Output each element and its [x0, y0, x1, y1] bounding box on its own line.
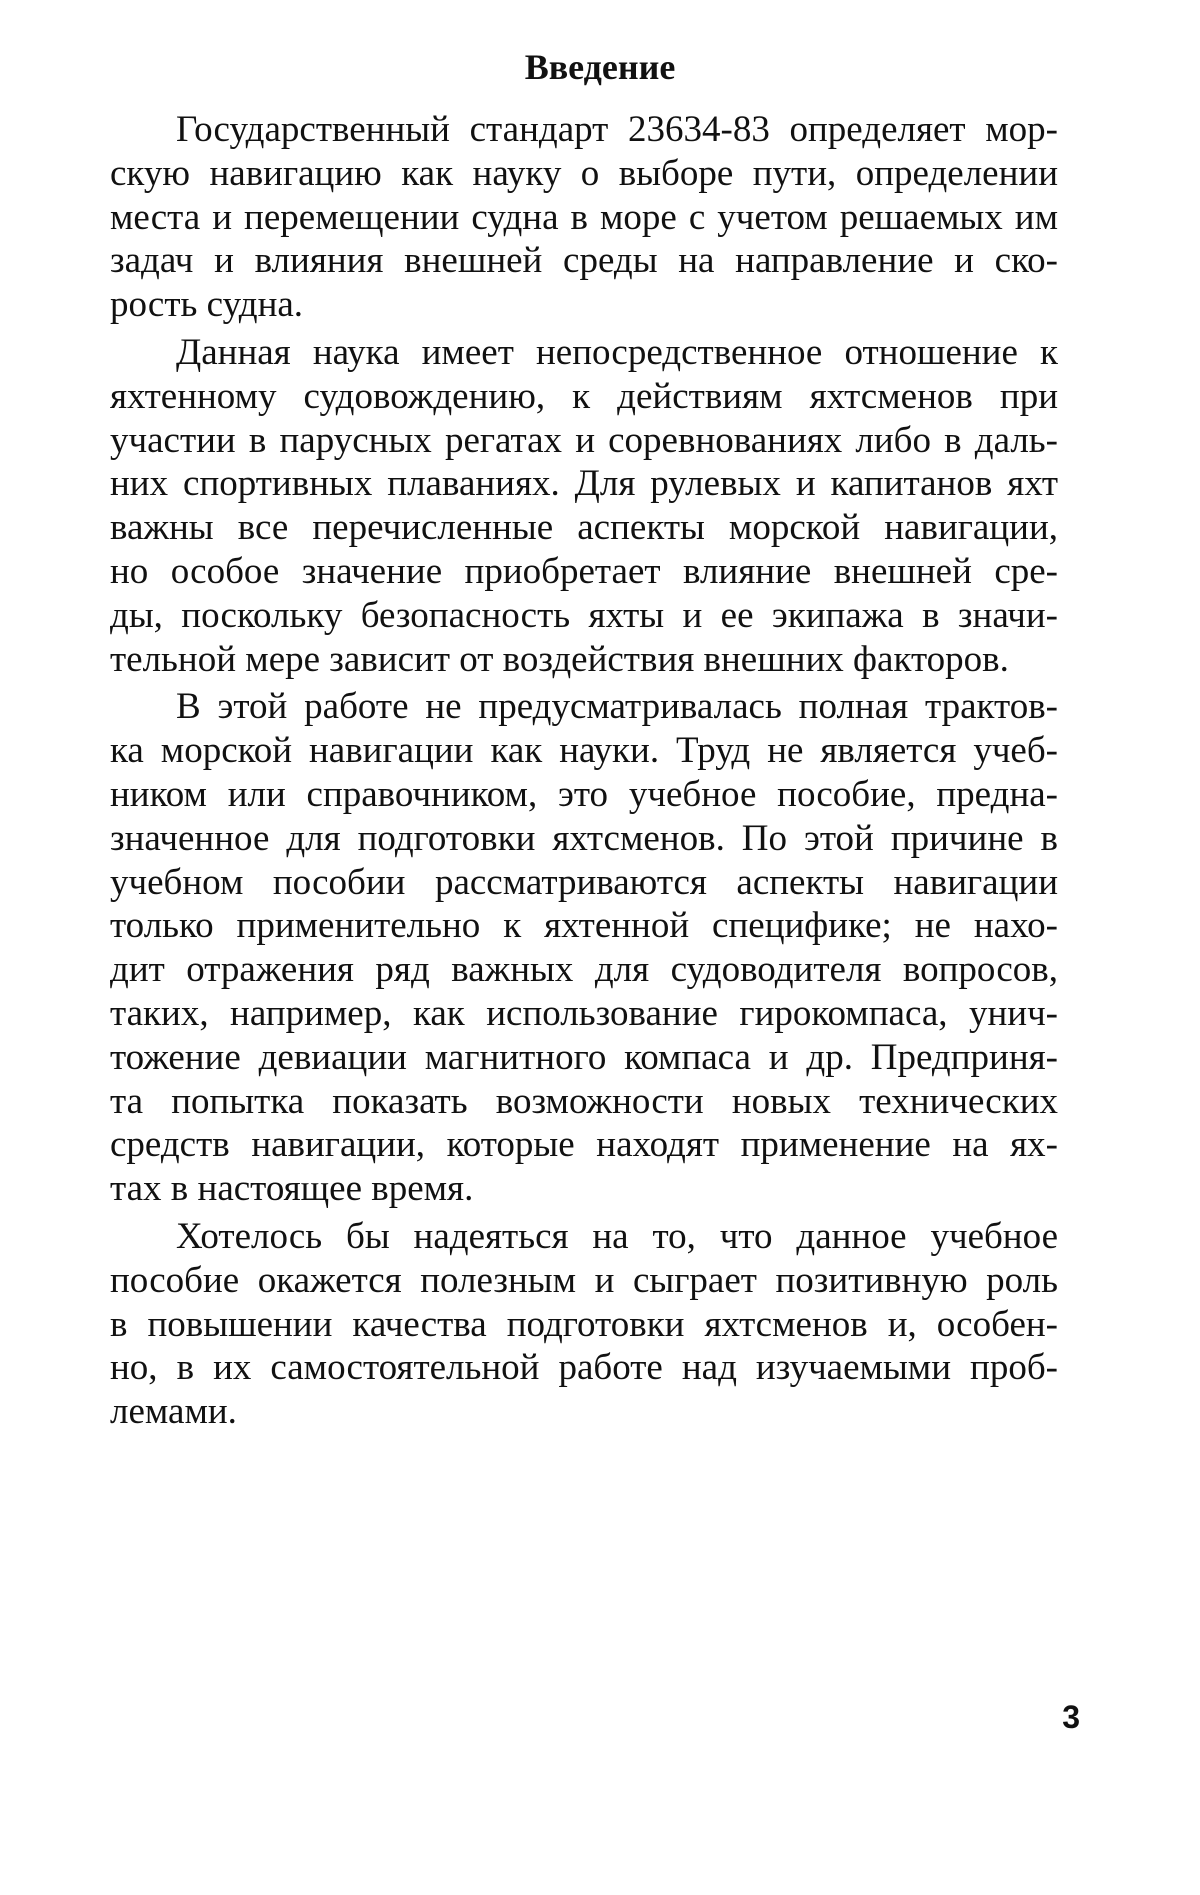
text-line: Хотелось бы надеяться на то, что данное учебное: [176, 1215, 1058, 1257]
text-line: только применительно к яхтенной специфике; не нахо-: [110, 905, 1058, 947]
text-line: но особое значение приобретает влияние внешней сре-: [110, 550, 1058, 592]
page-title: Введение: [524, 47, 676, 87]
paragraph-1: [110, 108, 1058, 327]
text-line: дит отражения ряд важных для судоводителя вопросов,: [110, 949, 1058, 991]
paragraph-4: [110, 1215, 1058, 1434]
text-line: ды, поскольку безопасность яхты и ее экипажа в значи-: [110, 594, 1058, 636]
body-text: [110, 108, 1058, 1438]
text-line: них спортивных плаваниях. Для рулевых и капитанов яхт: [110, 463, 1058, 505]
page-number: 3: [1062, 1699, 1080, 1735]
text-line: Данная наука имеет непосредственное отношение к: [176, 331, 1058, 373]
text-line: лемами.: [110, 1391, 237, 1433]
text-line: средств навигации, которые находят применение на ях-: [110, 1124, 1058, 1166]
text-line: пособие окажется полезным и сыграет позитивную роль: [110, 1259, 1058, 1301]
text-line: в повышении качества подготовки яхтсменов и, особен-: [110, 1303, 1058, 1345]
text-line: задач и влияния внешней среды на направление и ско-: [110, 240, 1058, 282]
text-line: места и перемещении судна в море с учетом решаемых им: [110, 196, 1058, 238]
text-line: яхтенному судовождению, к действиям яхтсменов при: [110, 375, 1058, 417]
text-line: участии в парусных регатах и соревнованиях либо в даль-: [110, 419, 1058, 461]
text-line: ником или справочником, это учебное пособие, предна-: [110, 773, 1058, 815]
text-line: но, в их самостоятельной работе над изучаемыми проб-: [110, 1347, 1058, 1389]
text-line: тожение девиации магнитного компаса и др. Предприня-: [110, 1036, 1058, 1078]
text-line: скую навигацию как науку о выборе пути, определении: [110, 152, 1058, 194]
text-line: та попытка показать возможности новых технических: [110, 1080, 1058, 1122]
text-line: Государственный стандарт 23634-83 определяет мор-: [176, 109, 1058, 150]
paragraph-2: [110, 331, 1058, 681]
text-line: тельной мере зависит от воздействия внешних факторов.: [110, 638, 1009, 680]
text-line: ка морской навигации как науки. Труд не является учеб-: [110, 730, 1058, 772]
text-line: В этой работе не предусматривалась полная трактов-: [176, 686, 1058, 728]
text-line: таких, например, как использование гирокомпаса, унич-: [110, 992, 1058, 1034]
text-line: учебном пособии рассматриваются аспекты навигации: [110, 861, 1058, 903]
text-line: тах в настоящее время.: [110, 1168, 474, 1210]
text-line: значенное для подготовки яхтсменов. По этой причине в: [110, 817, 1058, 859]
text-line: важны все перечисленные аспекты морской навигации,: [110, 507, 1058, 549]
paragraph-3: [110, 685, 1058, 1211]
text-line: рость судна.: [110, 284, 304, 326]
